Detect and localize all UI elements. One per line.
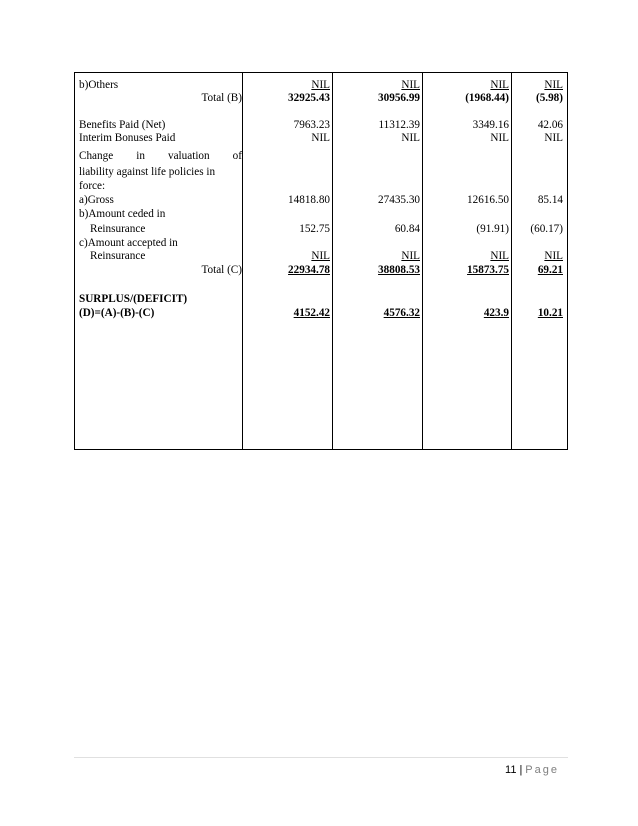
cell-value: 15873.75 [467,264,509,276]
cell-value: 4152.42 [293,307,330,319]
table-row [75,166,567,179]
cell-value: (91.91) [476,223,509,235]
page-label: Page [525,764,559,776]
cell-value: 423.9 [483,307,509,319]
financial-table [74,72,568,450]
table-row [75,208,567,221]
cell-value: 60.84 [394,223,420,235]
cell-value: 22934.78 [288,264,330,276]
row-label: c)Amount accepted in [79,237,178,249]
row-label [79,150,242,163]
table-row [75,132,567,145]
cell-value: 3349.16 [472,119,509,131]
cell-value: NIL [490,79,509,91]
cell-value: NIL [311,250,330,262]
cell-value: 30956.99 [378,92,420,104]
row-label: a)Gross [79,194,114,206]
table-row [75,79,567,92]
row-label: Reinsurance [90,223,146,235]
row-label: (D)=(A)-(B)-(C) [79,307,155,319]
cell-value: NIL [544,250,563,262]
row-label: force: [79,180,106,192]
table-row [75,150,567,163]
cell-value: NIL [490,132,509,144]
table-row [75,180,567,193]
row-label: liability against life policies in [79,166,216,178]
row-label: Reinsurance [90,250,146,262]
page-number: 11 [505,764,517,776]
label-word: in [136,150,145,162]
cell-value: 69.21 [537,264,563,276]
table-row [75,237,567,250]
cell-value: 85.14 [537,194,563,206]
row-label: Interim Bonuses Paid [79,132,176,144]
table-row [75,293,567,306]
cell-value: 27435.30 [378,194,420,206]
cell-value: NIL [544,132,563,144]
cell-value: NIL [544,79,563,91]
cell-value: (1968.44) [465,92,509,104]
footer-separator: | [519,764,523,776]
table-row [75,92,567,105]
label-word: of [232,150,242,162]
row-label: b)Amount ceded in [79,208,166,220]
cell-value: 32925.43 [288,92,330,104]
label-word: Change [79,150,114,162]
cell-value: (5.98) [535,92,563,104]
row-label: Total (C) [201,264,242,276]
row-label: b)Others [79,79,119,91]
row-label: Benefits Paid (Net) [79,119,166,131]
table-row [75,194,567,207]
table-row [75,223,567,236]
cell-value: (60.17) [530,223,563,235]
cell-value: NIL [311,79,330,91]
row-label: SURPLUS/(DEFICIT) [79,293,188,305]
cell-value: 10.21 [537,307,563,319]
cell-value: 42.06 [537,119,563,131]
cell-value: 7963.23 [293,119,330,131]
cell-value: 12616.50 [467,194,509,206]
cell-value: NIL [401,250,420,262]
cell-value: 11312.39 [378,119,420,131]
page-footer [505,764,559,776]
cell-value: NIL [311,132,330,144]
footer-divider [74,757,568,758]
cell-value: NIL [401,79,420,91]
label-word: valuation [167,150,210,162]
cell-value: NIL [401,132,420,144]
table-row [75,264,567,277]
table-row [75,119,567,132]
cell-value: NIL [490,250,509,262]
cell-value: 4576.32 [383,307,420,319]
table-row [75,307,567,320]
cell-value: 152.75 [299,223,330,235]
row-label: Total (B) [201,92,242,104]
cell-value: 38808.53 [378,264,420,276]
cell-value: 14818.80 [288,194,330,206]
table-row [75,250,567,263]
